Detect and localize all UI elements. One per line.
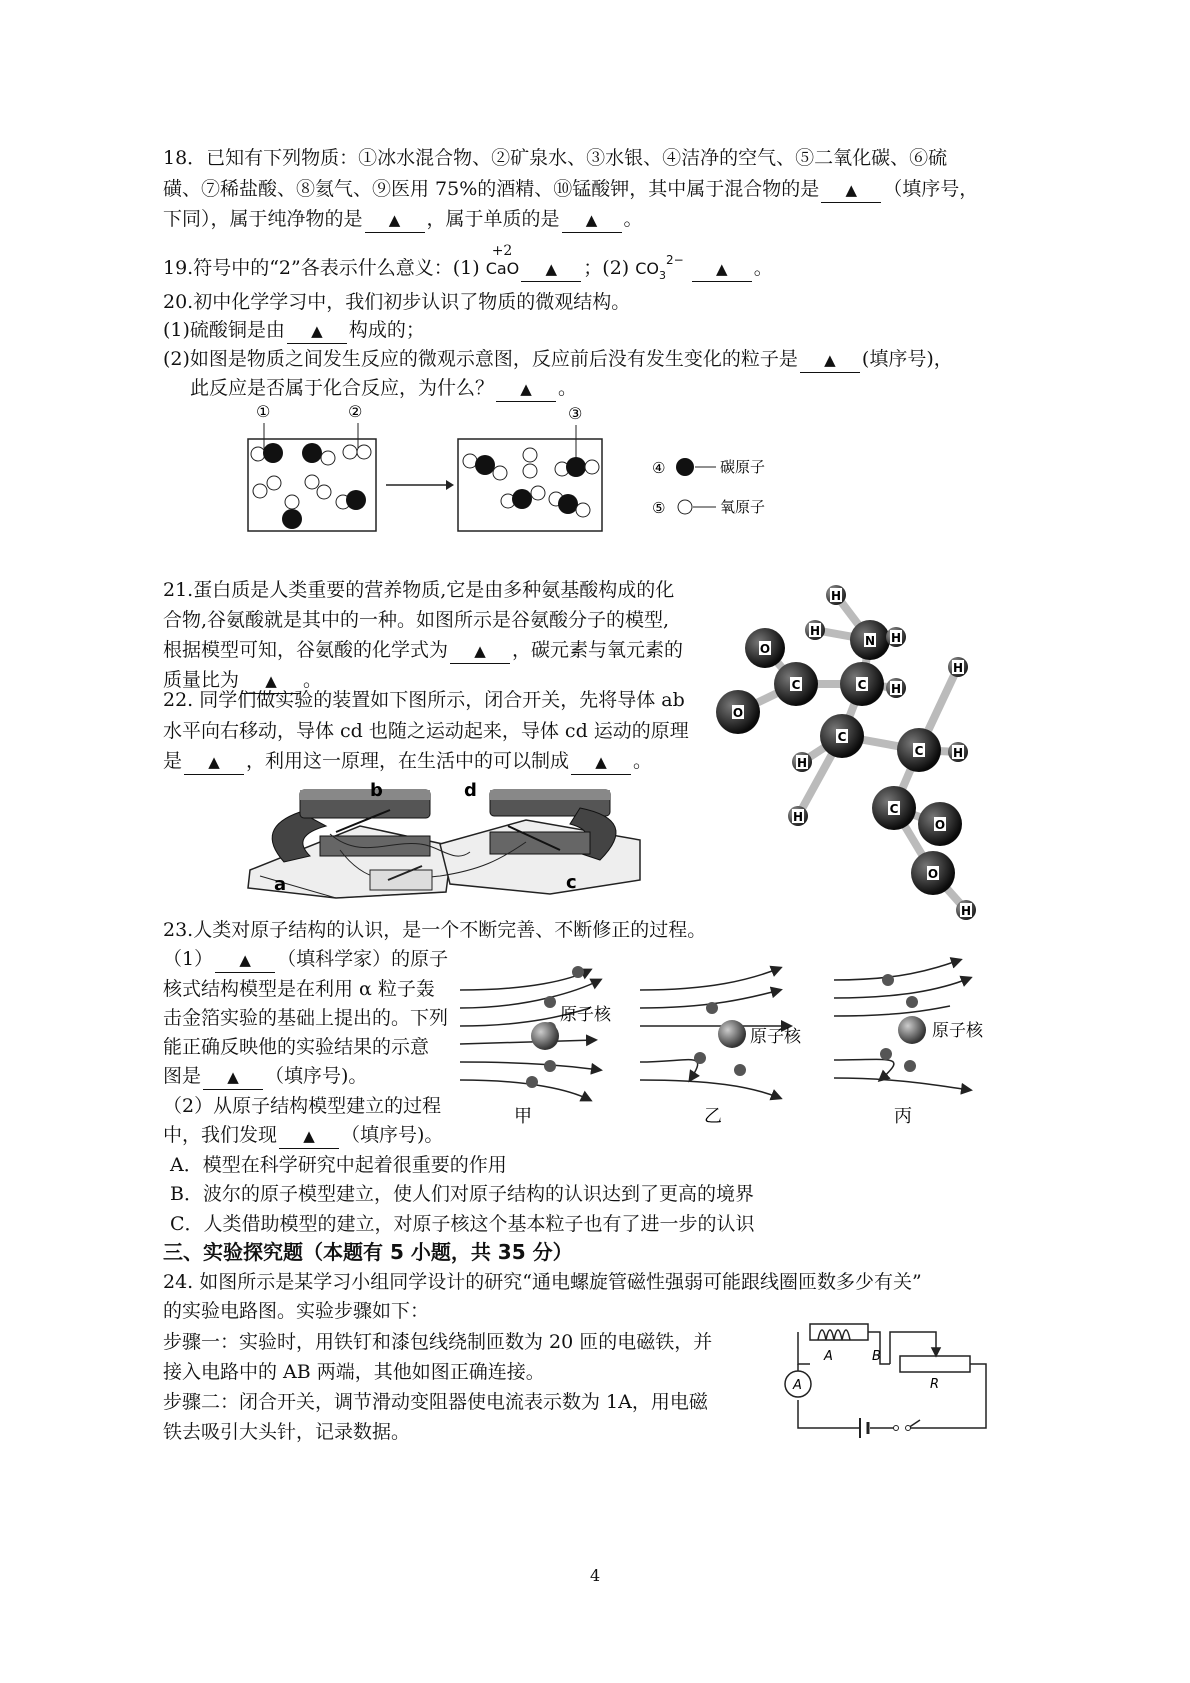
answer-blank[interactable]: ▲: [184, 749, 244, 775]
label-b: b: [370, 780, 383, 801]
q23-line3: 核式结构模型是在利用 α 粒子轰: [163, 978, 435, 1000]
answer-blank[interactable]: ▲: [496, 376, 556, 402]
atom-label: H: [890, 631, 902, 645]
label-3: ③: [568, 404, 583, 423]
q20-line1: 20.初中化学学习中，我们初步认识了物质的微观结构。: [163, 291, 631, 313]
q23-line2: （1） ▲ （填科学家）的原子: [163, 947, 448, 973]
terminal-b-label: B: [872, 1349, 881, 1364]
answer-blank[interactable]: ▲: [692, 256, 752, 282]
q23-option-c: C．人类借助模型的建立，对原子核这个基本粒子也有了进一步的认识: [170, 1213, 755, 1235]
q24-line4: 接入电路中的 AB 两端，其他如图正确连接。: [163, 1361, 545, 1383]
label-bing: 丙: [894, 1106, 912, 1127]
glutamic-acid-model: [700, 540, 1080, 960]
alpha-scattering-diagrams: [450, 950, 1070, 1140]
atom-label: H: [952, 661, 964, 675]
label-1: ①: [256, 402, 271, 421]
electromagnet-circuit: [780, 1312, 1030, 1442]
label-2: ②: [348, 402, 363, 421]
q18-line3: 下同），属于纯净物的是 ▲ ，属于单质的是 ▲ 。: [163, 207, 643, 233]
ammeter-label: A: [793, 1378, 802, 1393]
q20-line3: (2)如图是物质之间发生反应的微观示意图，反应前后没有发生变化的粒子是 ▲ (填序号)，: [163, 347, 953, 373]
atom-label: O: [759, 642, 771, 656]
terminal-a-label: A: [824, 1349, 833, 1364]
label-yi: 乙: [704, 1106, 722, 1127]
induction-apparatus: [240, 780, 700, 905]
label-jia: 甲: [514, 1106, 532, 1127]
label-d: d: [464, 780, 477, 801]
atom-label: O: [934, 818, 946, 832]
cao-symbol: +2 CaO: [485, 243, 520, 278]
atom-label: C: [791, 678, 801, 692]
legend-oxygen: 氧原子: [720, 498, 766, 516]
atom-label: H: [796, 756, 808, 770]
co3-symbol: $CO_3^{2-}$: [635, 253, 684, 282]
atom-label: C: [857, 678, 867, 692]
answer-blank[interactable]: ▲: [279, 1123, 339, 1149]
q21-line1: 21.蛋白质是人类重要的营养物质,它是由多种氨基酸构成的化: [163, 579, 675, 601]
q24-line3: 步骤一：实验时，用铁钉和漆包线绕制匝数为 20 匝的电磁铁，并: [163, 1331, 713, 1353]
q24-line6: 铁去吸引大头针，记录数据。: [163, 1421, 411, 1443]
label-a: a: [274, 874, 287, 895]
switch: [370, 870, 432, 890]
atom-label: C: [837, 730, 847, 744]
atom-label: O: [927, 867, 939, 881]
q23-line5: 能正确反映他的实验结果的示意: [163, 1036, 430, 1058]
answer-blank[interactable]: ▲: [365, 207, 425, 233]
reaction-micro-diagram: [240, 395, 800, 545]
q24-line1: 24. 如图所示是某学习小组同学设计的研究“通电螺旋管磁性强弱可能跟线圈匝数多少有关”: [163, 1271, 922, 1293]
q23-option-a: A．模型在科学研究中起着很重要的作用: [170, 1154, 507, 1176]
q22-line3: 是 ▲ ，利用这一原理，在生活中的可以制成 ▲ 。: [163, 749, 652, 775]
atom-label: H: [809, 624, 821, 638]
atom-label: H: [830, 589, 842, 603]
q21-line4: 质量比为 ▲ 。: [163, 668, 322, 694]
atom-label: O: [732, 706, 744, 720]
legend-4-number: ④: [652, 459, 666, 477]
atom-label: H: [890, 682, 902, 696]
q23-line7: （2）从原子结构模型建立的过程: [163, 1095, 442, 1117]
atom-label: C: [889, 802, 899, 816]
q24-line5: 步骤二：闭合开关，调节滑动变阻器使电流表示数为 1A，用电磁: [163, 1391, 708, 1413]
section-3-heading: 三、实验探究题（本题有 5 小题，共 35 分）: [163, 1240, 573, 1264]
q23-line6: 图是 ▲ （填序号)。: [163, 1064, 367, 1090]
q18-line1: 18．已知有下列物质：①冰水混合物、②矿泉水、③水银、④洁净的空气、⑤二氧化碳、⑥硫: [163, 147, 948, 169]
atom-label: C: [914, 744, 924, 758]
q23-option-b: B．波尔的原子模型建立，使人们对原子结构的认识达到了更高的境界: [170, 1183, 754, 1205]
answer-blank[interactable]: ▲: [800, 347, 860, 373]
q24-line2: 的实验电路图。实验步骤如下：: [163, 1300, 430, 1322]
atom-label: N: [864, 634, 876, 648]
label-c: c: [566, 872, 577, 893]
nucleus-label-jia: 原子核: [560, 1005, 611, 1025]
atom-label: H: [952, 746, 964, 760]
q19-line: 19.符号中的“2”各表示什么意义：(1) +2 CaO ▲ ；(2) $CO_3^{2-}$ ▲ 。: [163, 243, 773, 282]
answer-blank[interactable]: ▲: [203, 1064, 263, 1090]
answer-blank[interactable]: ▲: [450, 638, 510, 664]
q22-line2: 水平向右移动，导体 cd 也随之运动起来，导体 cd 运动的原理: [163, 720, 689, 742]
q22-line1: 22. 同学们做实验的装置如下图所示，闭合开关，先将导体 ab: [163, 689, 685, 711]
q23-line4: 击金箔实验的基础上提出的。下列: [163, 1007, 449, 1029]
legend-5-number: ⑤: [652, 499, 666, 517]
q21-line2: 合物,谷氨酸就是其中的一种。如图所示是谷氨酸分子的模型,: [163, 609, 670, 631]
rheostat-label: R: [930, 1377, 940, 1392]
answer-blank[interactable]: ▲: [287, 318, 347, 344]
atom-label: H: [792, 810, 804, 824]
answer-blank[interactable]: ▲: [215, 947, 275, 973]
answer-blank[interactable]: ▲: [521, 256, 581, 282]
answer-blank[interactable]: ▲: [821, 177, 881, 203]
nucleus-label-bing: 原子核: [932, 1021, 983, 1041]
atom-label: H: [960, 904, 972, 918]
page-number: 4: [590, 1566, 601, 1585]
q21-line3: 根据模型可知，谷氨酸的化学式为 ▲ ，碳元素与氧元素的: [163, 638, 683, 664]
q23-line1: 23.人类对原子结构的认识，是一个不断完善、不断修正的过程。: [163, 919, 707, 941]
q20-line4: 此反应是否属于化合反应，为什么？ ▲ 。: [190, 376, 577, 402]
q20-line2: (1)硫酸铜是由 ▲ 构成的；: [163, 318, 425, 344]
answer-blank[interactable]: ▲: [571, 749, 631, 775]
legend-carbon: 碳原子: [720, 458, 766, 476]
answer-blank[interactable]: ▲: [241, 668, 301, 694]
q18-line2: 磺、⑦稀盐酸、⑧氦气、⑨医用 75%的酒精、⑩锰酸钾，其中属于混合物的是 ▲ （填序号，: [163, 177, 978, 203]
answer-blank[interactable]: ▲: [562, 207, 622, 233]
q23-line8: 中，我们发现 ▲ （填序号)。: [163, 1123, 443, 1149]
nucleus-label-yi: 原子核: [750, 1027, 801, 1047]
